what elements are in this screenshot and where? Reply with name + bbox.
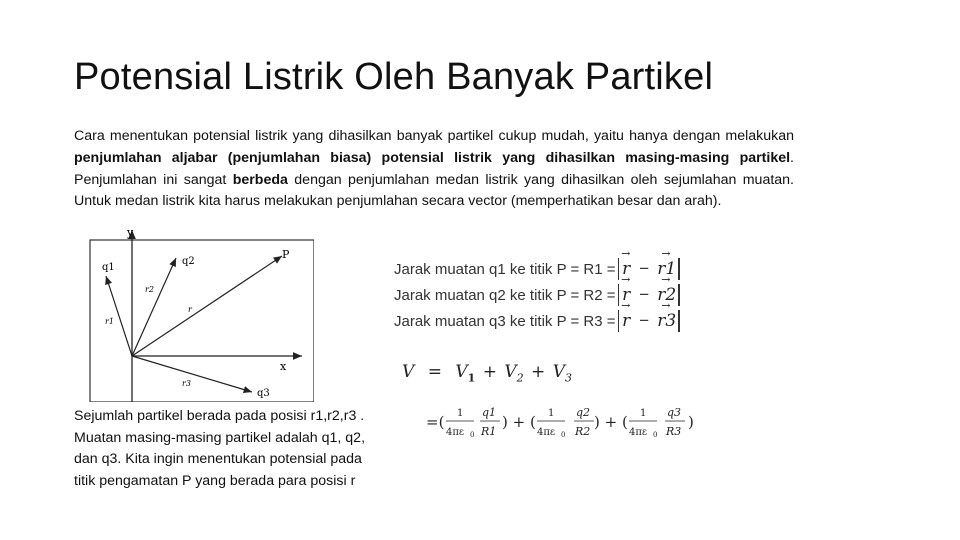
vector-rn-symbol: → r1 [655, 259, 678, 279]
q1-numerator: q1 [482, 406, 497, 419]
r2-denominator: R2 [575, 425, 591, 438]
fraction-numerator: 1 [548, 408, 555, 419]
r2-label: r2 [145, 285, 154, 294]
v2-symbol: V [504, 362, 517, 382]
plus-sign: + [482, 362, 497, 382]
fraction-denominator: 4πε [446, 427, 465, 438]
equals-sign: = [427, 362, 442, 382]
fraction-numerator: 1 [640, 408, 647, 419]
q1-label: q1 [102, 262, 115, 273]
paragraph-text: Cara menentukan potensial listrik yang dihasilkan banyak partikel cukup mudah, yaitu hanya dengan melakukan [74, 128, 794, 144]
q3-label: q3 [257, 388, 270, 399]
q2-numerator: q2 [576, 406, 591, 419]
vector-rn-symbol: → r2 [655, 285, 678, 305]
paragraph-text: dengan penjumlahan medan listrik yang dihasilkan oleh sejumlahan muatan. Untuk medan listrik kita harus melakukan penjumlahan secara vector (memperhatikan besar dan arah). [74, 171, 795, 210]
equation-label: Jarak muatan q1 ke titik P = R1 = [394, 260, 616, 278]
subscript-zero: 0 [470, 431, 475, 439]
open-paren: =( [426, 413, 445, 431]
diagram-frame [90, 240, 314, 402]
caption-paragraph [74, 406, 366, 492]
x-axis-label: x [280, 360, 287, 373]
fraction-denominator: 4πε [537, 427, 556, 438]
v-symbol: V [402, 362, 415, 382]
v1-symbol: V [455, 362, 468, 382]
r3-denominator: R3 [666, 425, 682, 438]
caption-text: pada titik pengamatan P yang berada para posisi r [74, 451, 362, 489]
plus-paren: ) + ( [594, 413, 628, 431]
subscript-zero: 0 [561, 431, 566, 439]
vector-r-symbol: → r [619, 311, 633, 331]
minus-sign: − [639, 285, 650, 304]
caption-bold-text: potensial [269, 451, 327, 467]
distance-equations [394, 256, 714, 334]
r1-denominator: R1 [481, 425, 497, 438]
slide-title: Potensial Listrik Oleh Banyak Partikel [74, 56, 714, 98]
q2-label: q2 [182, 256, 195, 267]
vector-diagram [84, 226, 314, 402]
minus-sign: − [639, 311, 650, 330]
potential-sum-equation [402, 362, 572, 384]
intro-paragraph [74, 126, 794, 213]
fraction-denominator: 4πε [629, 427, 648, 438]
plus-paren: ) + ( [502, 413, 536, 431]
y-axis-label: y [127, 226, 134, 239]
distance-equation-3 [394, 308, 714, 334]
abs-bar-right [678, 284, 680, 306]
vector-r1 [106, 276, 132, 356]
plus-sign: + [531, 362, 546, 382]
fraction-numerator: 1 [457, 408, 464, 419]
coulomb-sum-equation [426, 402, 696, 442]
subscript: 2 [516, 371, 524, 385]
q3-numerator: q3 [667, 406, 682, 419]
subscript: 3 [564, 371, 572, 385]
subscript: 1 [467, 371, 476, 385]
subscript-zero: 0 [653, 431, 658, 439]
equation-label: Jarak muatan q2 ke titik P = R2 = [394, 286, 616, 304]
r-label: r [188, 305, 192, 314]
close-paren: ) [688, 413, 694, 431]
vector-r3 [132, 356, 252, 392]
vector-r-symbol: → r [619, 285, 633, 305]
abs-bar-right [678, 258, 680, 280]
caption-text: Sejumlah partikel berada pada posisi r1,r2,r3 . Muatan masing-masing partikel adalah q1, q2, dan q3. Kita ingin menentukan [74, 408, 366, 467]
equation-label: Jarak muatan q3 ke titik P = R3 = [394, 312, 616, 330]
minus-sign: − [639, 259, 650, 278]
abs-bar-right [678, 310, 680, 332]
paragraph-text: . Penjumlahan ini sangat [74, 149, 794, 188]
p-label: P [282, 248, 290, 261]
vector-rn-symbol: → r3 [655, 311, 678, 331]
v3-symbol: V [552, 362, 565, 382]
r3-label: r3 [182, 379, 191, 388]
r1-label: r1 [105, 317, 114, 326]
vector-magnitude [618, 310, 680, 332]
paragraph-bold-text: penjumlahan aljabar (penjumlahan biasa) potensial listrik yang dihasilkan masing-masing partikel [74, 149, 791, 166]
paragraph-bold-text: berbeda [232, 171, 288, 188]
vector-r-symbol: → r [619, 259, 633, 279]
